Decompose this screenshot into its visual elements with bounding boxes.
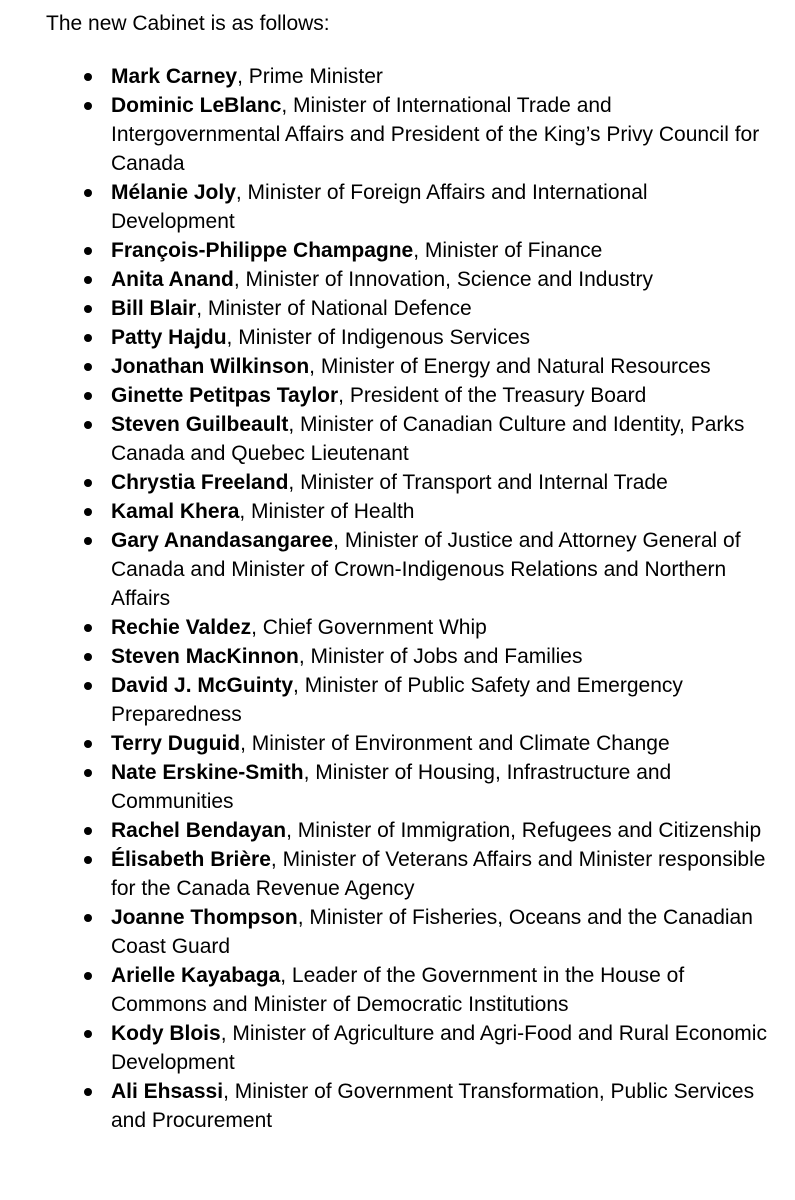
minister-name: Anita Anand: [111, 268, 234, 291]
minister-name: Nate Erskine-Smith: [111, 761, 304, 784]
minister-role: , Chief Government Whip: [251, 616, 487, 639]
minister-role: , Minister of Transport and Internal Trade: [288, 471, 668, 494]
minister-role: , Prime Minister: [237, 65, 383, 88]
minister-name: David J. McGuinty: [111, 674, 294, 697]
minister-name: Mélanie Joly: [111, 181, 236, 204]
cabinet-list-item: [46, 294, 775, 323]
minister-role: , Minister of Justice and Attorney General of Canada and Minister of Crown-Indigenous Relations and Northern Affairs: [111, 529, 741, 610]
minister-name: Rechie Valdez: [111, 616, 252, 639]
cabinet-list: [46, 62, 775, 1135]
minister-name: Chrystia Freeland: [111, 471, 289, 494]
minister-name: Kamal Khera: [111, 500, 240, 523]
minister-name: Jonathan Wilkinson: [111, 355, 310, 378]
minister-role: , Minister of Finance: [413, 239, 603, 262]
minister-role: , Minister of Energy and Natural Resources: [309, 355, 711, 378]
minister-role: , Minister of Fisheries, Oceans and the Canadian Coast Guard: [111, 906, 753, 958]
cabinet-list-item: [46, 236, 775, 265]
minister-role: , Minister of Jobs and Families: [298, 645, 583, 668]
cabinet-list-item: [46, 178, 775, 236]
minister-role: , Minister of Health: [239, 500, 415, 523]
minister-name: Bill Blair: [111, 297, 197, 320]
cabinet-list-item: [46, 903, 775, 961]
cabinet-list-item: [46, 381, 775, 410]
cabinet-list-item: [46, 816, 775, 845]
minister-role: , Minister of Agriculture and Agri-Food and Rural Economic Development: [111, 1022, 767, 1074]
cabinet-list-item: [46, 758, 775, 816]
cabinet-list-item: [46, 497, 775, 526]
minister-role: , Minister of Veterans Affairs and Minister responsible for the Canada Revenue Agency: [111, 848, 766, 900]
minister-name: Ali Ehsassi: [111, 1080, 224, 1103]
cabinet-list-item: [46, 961, 775, 1019]
cabinet-list-item: [46, 1019, 775, 1077]
cabinet-list-item: [46, 468, 775, 497]
minister-role: , Minister of Government Transformation, Public Services and Procurement: [111, 1080, 755, 1132]
cabinet-list-item: [46, 526, 775, 613]
minister-role: , Minister of International Trade and Intergovernmental Affairs and President of the King’s Privy Council for Canada: [111, 94, 760, 175]
minister-name: Patty Hajdu: [111, 326, 227, 349]
minister-name: Terry Duguid: [111, 732, 241, 755]
minister-name: Kody Blois: [111, 1022, 221, 1045]
minister-name: Mark Carney: [111, 65, 238, 88]
intro-text: The new Cabinet is as follows:: [46, 12, 330, 35]
minister-name: Arielle Kayabaga: [111, 964, 281, 987]
minister-name: Steven Guilbeault: [111, 413, 289, 436]
minister-name: François-Philippe Champagne: [111, 239, 414, 262]
cabinet-list-item: [46, 1077, 775, 1135]
cabinet-list-item: [46, 62, 775, 91]
minister-name: Dominic LeBlanc: [111, 94, 282, 117]
minister-role: , Minister of Foreign Affairs and International Development: [111, 181, 648, 233]
cabinet-list-item: [46, 265, 775, 294]
cabinet-list-item: [46, 845, 775, 903]
cabinet-list-item: [46, 91, 775, 178]
minister-role: , President of the Treasury Board: [338, 384, 647, 407]
minister-role: , Minister of National Defence: [196, 297, 472, 320]
cabinet-list-item: [46, 642, 775, 671]
minister-role: , Leader of the Government in the House of Commons and Minister of Democratic Institutions: [111, 964, 685, 1016]
cabinet-list-item: [46, 613, 775, 642]
cabinet-list-item: [46, 352, 775, 381]
minister-role: , Minister of Environment and Climate Change: [240, 732, 670, 755]
cabinet-list-item: [46, 729, 775, 758]
minister-role: , Minister of Indigenous Services: [226, 326, 531, 349]
cabinet-list-item: [46, 410, 775, 468]
minister-role: , Minister of Immigration, Refugees and Citizenship: [286, 819, 762, 842]
minister-role: , Minister of Public Safety and Emergency Preparedness: [111, 674, 683, 726]
cabinet-list-item: [46, 671, 775, 729]
minister-role: , Minister of Housing, Infrastructure and Communities: [111, 761, 672, 813]
minister-role: , Minister of Innovation, Science and Industry: [233, 268, 653, 291]
minister-name: Élisabeth Brière: [111, 848, 271, 871]
minister-role: , Minister of Canadian Culture and Identity, Parks Canada and Quebec Lieutenant: [111, 413, 745, 465]
minister-name: Rachel Bendayan: [111, 819, 287, 842]
minister-name: Steven MacKinnon: [111, 645, 299, 668]
cabinet-list-item: [46, 323, 775, 352]
minister-name: Gary Anandasangaree: [111, 529, 334, 552]
minister-name: Joanne Thompson: [111, 906, 298, 929]
minister-name: Ginette Petitpas Taylor: [111, 384, 339, 407]
